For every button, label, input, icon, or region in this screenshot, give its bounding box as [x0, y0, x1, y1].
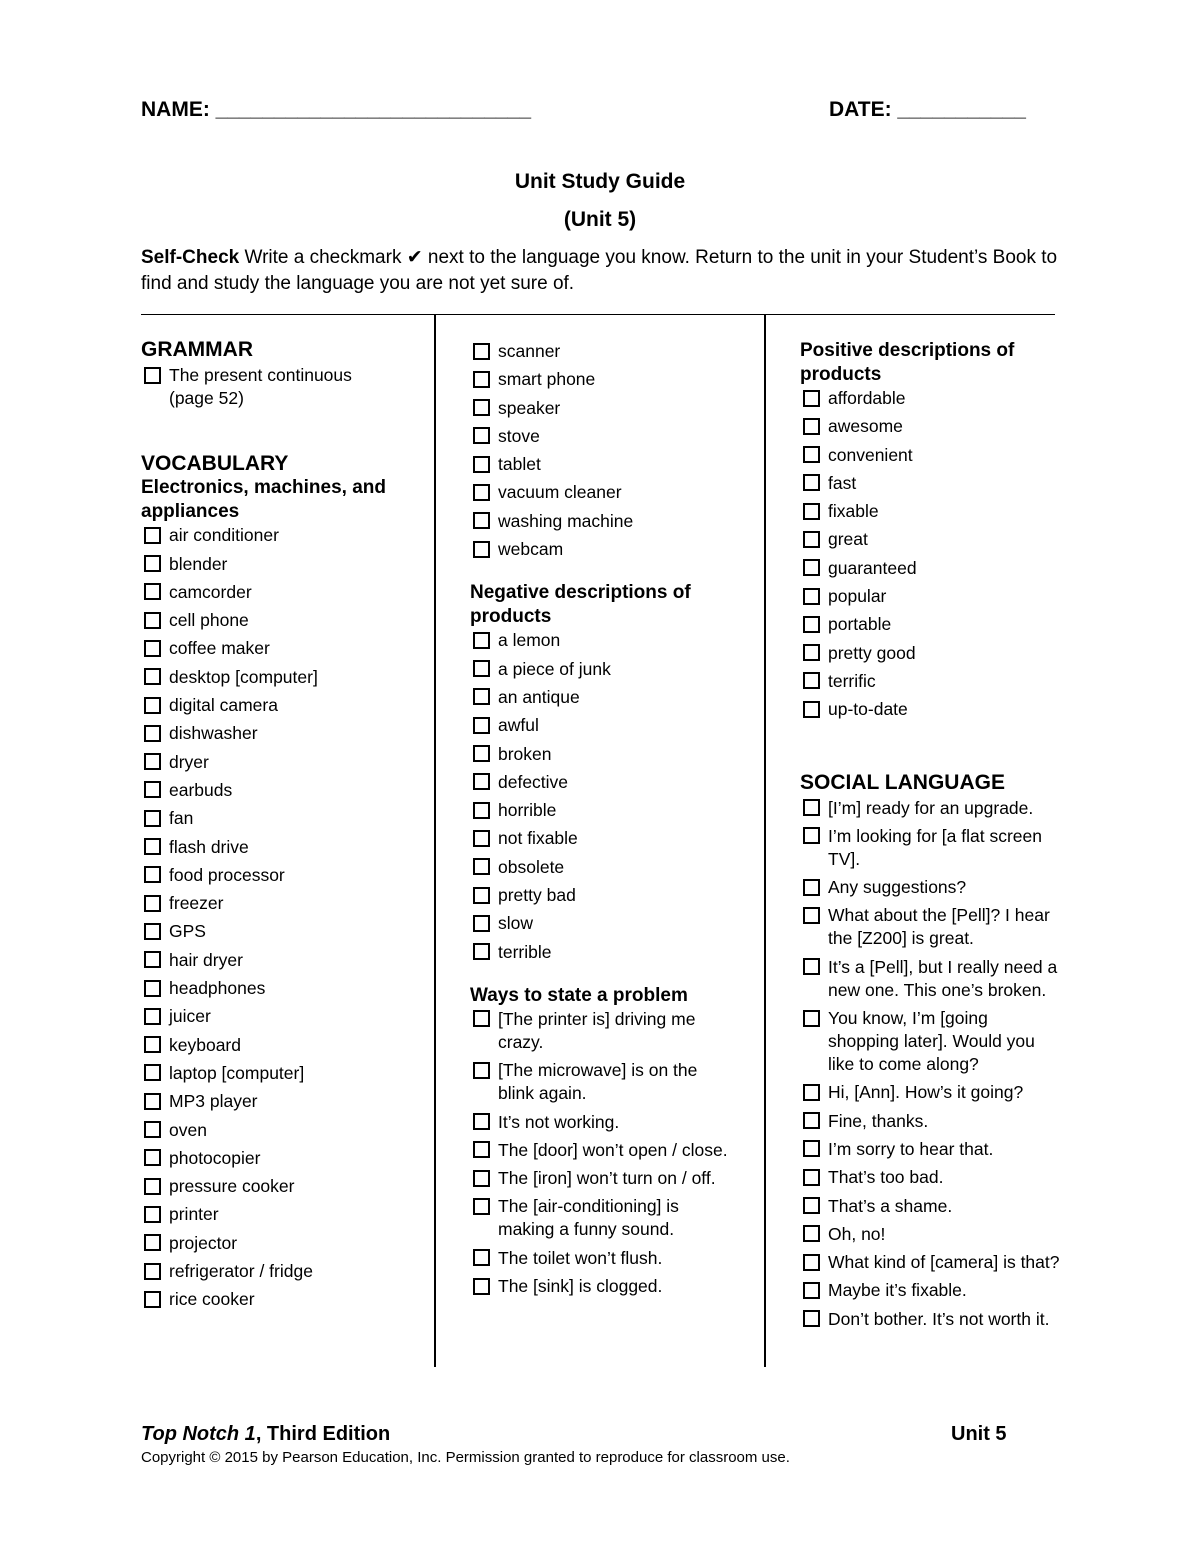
- checklist-item: [800, 1138, 1062, 1161]
- item-label: oven: [169, 1119, 207, 1140]
- item-label: [I’m] ready for an upgrade.: [828, 797, 1034, 818]
- checkbox[interactable]: [473, 371, 490, 388]
- column-3: [800, 339, 1100, 1336]
- checkbox[interactable]: [473, 632, 490, 649]
- checkbox[interactable]: [144, 781, 161, 798]
- checkbox[interactable]: [473, 887, 490, 904]
- checklist-item: [800, 1081, 1062, 1104]
- item-label: awesome: [828, 416, 903, 437]
- checkbox[interactable]: [144, 1093, 161, 1110]
- item-label: rice cooker: [169, 1289, 255, 1310]
- checklist-item: [141, 1288, 426, 1311]
- checklist-item: [470, 481, 755, 504]
- negative-list: [470, 629, 755, 963]
- checklist-item: [800, 956, 1062, 1002]
- item-label: desktop [computer]: [169, 666, 318, 687]
- checklist-item: [470, 1275, 732, 1298]
- item-label: What kind of [camera] is that?: [828, 1252, 1060, 1273]
- checkbox[interactable]: [473, 802, 490, 819]
- checkbox[interactable]: [803, 1254, 820, 1271]
- checklist-item: [470, 397, 755, 420]
- item-label: portable: [828, 614, 892, 635]
- item-label: headphones: [169, 978, 266, 999]
- checklist-item: [141, 637, 426, 660]
- checklist-item: [141, 1119, 426, 1142]
- checklist-item: [800, 876, 1062, 899]
- checkbox[interactable]: [144, 1178, 161, 1195]
- checklist-item: [470, 425, 755, 448]
- item-label: dryer: [169, 751, 209, 772]
- checkbox[interactable]: [473, 541, 490, 558]
- checklist-item: [800, 472, 1100, 495]
- item-label: blender: [169, 553, 228, 574]
- item-label: The [air-conditioning] is making a funny sound.: [498, 1196, 679, 1240]
- checklist-item: [141, 1232, 426, 1255]
- problem-list: [470, 1008, 732, 1298]
- checkbox[interactable]: [473, 858, 490, 875]
- checklist-item: [141, 1260, 426, 1283]
- item-label: an antique: [498, 686, 580, 707]
- checklist-item: [800, 698, 1100, 721]
- checkbox[interactable]: [473, 427, 490, 444]
- checkbox[interactable]: [803, 644, 820, 661]
- checklist-item: [470, 743, 755, 766]
- checkbox[interactable]: [473, 1062, 490, 1079]
- item-label: freezer: [169, 893, 224, 914]
- checklist-item: [470, 629, 755, 652]
- item-label: Oh, no!: [828, 1223, 886, 1244]
- book-edition: , Third Edition: [255, 1423, 391, 1445]
- checklist-item: [141, 1034, 426, 1057]
- checkbox[interactable]: [803, 672, 820, 689]
- column-divider-1: [434, 315, 436, 1367]
- item-label: Don’t bother. It’s not worth it.: [828, 1308, 1050, 1329]
- checkbox[interactable]: [144, 1008, 161, 1025]
- checklist-item: [141, 949, 426, 972]
- positive-heading: Positive descriptions of products: [800, 340, 1015, 385]
- checklist-item: [470, 658, 755, 681]
- checkbox[interactable]: [144, 951, 161, 968]
- instructions-text: Write a checkmark ✔ next to the language you know. Return to the unit in your Student’s Book to find and study the language you are not yet sure of.: [141, 247, 1058, 294]
- checklist-item: [141, 807, 426, 830]
- checklist-item: [141, 892, 426, 915]
- checkbox[interactable]: [144, 640, 161, 657]
- checkbox[interactable]: [803, 958, 820, 975]
- item-label: That’s a shame.: [828, 1195, 953, 1216]
- checkbox[interactable]: [144, 1234, 161, 1251]
- item-label: pretty good: [828, 642, 916, 663]
- checkbox[interactable]: [803, 616, 820, 633]
- checklist-item: [800, 557, 1100, 580]
- item-label: awful: [498, 715, 539, 736]
- checklist-item: [470, 941, 755, 964]
- checkbox[interactable]: [473, 915, 490, 932]
- checklist-item: [470, 453, 755, 476]
- checklist-item: [141, 581, 426, 604]
- item-label: Hi, [Ann]. How’s it going?: [828, 1082, 1024, 1103]
- checkbox[interactable]: [473, 660, 490, 677]
- checkbox[interactable]: [803, 1169, 820, 1186]
- checklist-item: [141, 1005, 426, 1028]
- item-label: I’m looking for [a flat screen TV].: [828, 825, 1042, 869]
- item-label: photocopier: [169, 1147, 261, 1168]
- vocabulary-heading: VOCABULARY: [141, 452, 289, 476]
- checkbox[interactable]: [144, 838, 161, 855]
- footer-unit: Unit 5: [951, 1423, 1007, 1445]
- page-title: Unit Study Guide: [514, 170, 686, 193]
- item-label: digital camera: [169, 695, 278, 716]
- checklist-item: [470, 1167, 732, 1190]
- book-title: Top Notch 1: [141, 1423, 256, 1445]
- item-label: speaker: [498, 397, 561, 418]
- footer-book: [141, 1423, 390, 1446]
- checklist-item: [800, 1007, 1062, 1076]
- item-label: projector: [169, 1232, 238, 1253]
- checklist-item: [141, 364, 391, 410]
- checkbox[interactable]: [473, 1010, 490, 1027]
- checkbox[interactable]: [144, 367, 161, 384]
- checkbox[interactable]: [803, 1084, 820, 1101]
- checklist-item: [141, 524, 426, 547]
- item-label: fast: [828, 472, 857, 493]
- item-label: dishwasher: [169, 723, 258, 744]
- checklist-item: [141, 977, 426, 1000]
- checkbox[interactable]: [803, 1282, 820, 1299]
- vocabulary-list: [141, 524, 426, 1311]
- checklist-item: [141, 751, 426, 774]
- checklist-item: [470, 1008, 732, 1054]
- item-label: a piece of junk: [498, 658, 611, 679]
- checklist-item: [141, 553, 426, 576]
- checkbox[interactable]: [144, 668, 161, 685]
- name-field: NAME: ___________________________: [141, 98, 531, 121]
- date-field: DATE: ___________: [829, 98, 1026, 121]
- checklist-item: [470, 884, 755, 907]
- item-label: terrific: [828, 670, 876, 691]
- checklist-item: [800, 500, 1100, 523]
- item-label: It’s not working.: [498, 1111, 620, 1132]
- item-label: fan: [169, 808, 194, 829]
- checkbox[interactable]: [144, 980, 161, 997]
- checklist-item: [470, 340, 755, 363]
- checkbox[interactable]: [473, 1170, 490, 1187]
- item-label: great: [828, 529, 868, 550]
- checkbox[interactable]: [144, 1149, 161, 1166]
- item-label: What about the [Pell]? I hear the [Z200] is great.: [828, 905, 1050, 949]
- checkbox[interactable]: [473, 1198, 490, 1215]
- checkbox[interactable]: [473, 830, 490, 847]
- checklist-item: [141, 1147, 426, 1170]
- item-label: laptop [computer]: [169, 1062, 305, 1083]
- checkbox[interactable]: [144, 923, 161, 940]
- checkbox[interactable]: [473, 343, 490, 360]
- checkbox[interactable]: [144, 753, 161, 770]
- checkbox[interactable]: [473, 745, 490, 762]
- checklist-item: [800, 528, 1100, 551]
- checkbox[interactable]: [144, 810, 161, 827]
- checklist-item: [800, 1166, 1062, 1189]
- checkbox[interactable]: [144, 1121, 161, 1138]
- item-label: terrible: [498, 941, 552, 962]
- checklist-item: [470, 912, 755, 935]
- checklist-item: [800, 415, 1100, 438]
- item-label: washing machine: [498, 510, 634, 531]
- checkbox[interactable]: [144, 1036, 161, 1053]
- page-subtitle: (Unit 5): [563, 208, 637, 231]
- item-label: horrible: [498, 800, 557, 821]
- checklist-item: [800, 585, 1100, 608]
- checkbox[interactable]: [803, 418, 820, 435]
- checkbox[interactable]: [803, 827, 820, 844]
- item-label: fixable: [828, 501, 879, 522]
- checkbox[interactable]: [473, 484, 490, 501]
- checkbox[interactable]: [803, 1112, 820, 1129]
- checkbox[interactable]: [144, 527, 161, 544]
- checklist-item: [470, 856, 755, 879]
- checklist-item: [141, 609, 426, 632]
- checklist-item: [470, 686, 755, 709]
- item-label: I’m sorry to hear that.: [828, 1138, 994, 1159]
- item-label: popular: [828, 586, 887, 607]
- item-label: flash drive: [169, 836, 249, 857]
- social-language-heading: SOCIAL LANGUAGE: [800, 770, 1005, 794]
- item-label: air conditioner: [169, 525, 279, 546]
- item-label: pressure cooker: [169, 1176, 295, 1197]
- checklist-item: [141, 836, 426, 859]
- checklist-item: [800, 387, 1100, 410]
- item-label: camcorder: [169, 581, 252, 602]
- item-label: It’s a [Pell], but I really need a new one. This one’s broken.: [828, 956, 1058, 1000]
- checkbox[interactable]: [803, 1140, 820, 1157]
- checkbox[interactable]: [473, 1113, 490, 1130]
- checkbox[interactable]: [144, 895, 161, 912]
- item-label: scanner: [498, 341, 561, 361]
- checkbox[interactable]: [144, 1206, 161, 1223]
- item-label: GPS: [169, 921, 206, 942]
- checkbox[interactable]: [803, 907, 820, 924]
- positive-list: [800, 387, 1100, 721]
- checklist-item: [141, 864, 426, 887]
- checklist-item: [800, 670, 1100, 693]
- instructions-label: Self-Check: [141, 247, 240, 268]
- item-label: obsolete: [498, 856, 565, 877]
- item-label: juicer: [169, 1006, 211, 1027]
- checklist-item: [470, 538, 755, 561]
- checklist-item: [800, 1279, 1062, 1302]
- item-label: The [door] won’t open / close.: [498, 1139, 728, 1160]
- checkbox[interactable]: [803, 1225, 820, 1242]
- checklist-item: [141, 694, 426, 717]
- item-label: earbuds: [169, 779, 233, 800]
- checklist-item: [470, 771, 755, 794]
- checklist-item: [800, 1110, 1062, 1133]
- negative-heading: Negative descriptions of products: [470, 582, 691, 628]
- checkbox[interactable]: [144, 1263, 161, 1280]
- checklist-item: [470, 1111, 732, 1134]
- column-divider-2: [764, 315, 766, 1367]
- checklist-item: [470, 714, 755, 737]
- copyright-text: Copyright © 2015 by Pearson Education, Inc. Permission granted to reproduce for classroom use.: [141, 1449, 790, 1466]
- checklist-item: [470, 1139, 732, 1162]
- item-label: affordable: [828, 388, 906, 408]
- checkbox[interactable]: [144, 583, 161, 600]
- checklist-item: [470, 799, 755, 822]
- item-label: guaranteed: [828, 557, 917, 578]
- social-language-list: [800, 797, 1062, 1331]
- item-label: convenient: [828, 444, 913, 465]
- vocabulary-subheading: Electronics, machines, and appliances: [141, 477, 386, 523]
- checkbox[interactable]: [803, 701, 820, 718]
- checkbox[interactable]: [144, 555, 161, 572]
- checkbox[interactable]: [473, 456, 490, 473]
- item-label: Fine, thanks.: [828, 1110, 929, 1131]
- checklist-item: [141, 920, 426, 943]
- item-label: tablet: [498, 454, 541, 475]
- checklist-item: [800, 825, 1062, 871]
- checklist-item: [470, 368, 755, 391]
- checkbox[interactable]: [473, 1249, 490, 1266]
- checkbox[interactable]: [803, 474, 820, 491]
- checkbox[interactable]: [803, 559, 820, 576]
- item-label: Maybe it’s fixable.: [828, 1280, 967, 1301]
- item-label: hair dryer: [169, 949, 243, 970]
- checklist-item: [141, 666, 426, 689]
- checkbox[interactable]: [473, 1141, 490, 1158]
- checklist-item: [800, 904, 1062, 950]
- checkbox[interactable]: [144, 612, 161, 629]
- item-label: cell phone: [169, 610, 249, 631]
- checklist-item: [141, 1062, 426, 1085]
- item-label: printer: [169, 1204, 219, 1225]
- checklist-item: [800, 797, 1062, 820]
- checkbox[interactable]: [144, 1291, 161, 1308]
- checklist-item: [470, 510, 755, 533]
- item-label: Any suggestions?: [828, 877, 967, 898]
- checkbox[interactable]: [473, 943, 490, 960]
- item-label: broken: [498, 743, 552, 764]
- item-label: coffee maker: [169, 638, 270, 659]
- checkbox[interactable]: [803, 1010, 820, 1027]
- item-label: The present continuous (page 52): [169, 365, 352, 408]
- checkbox[interactable]: [803, 531, 820, 548]
- checkbox[interactable]: [473, 512, 490, 529]
- checklist-item: [141, 722, 426, 745]
- checkbox[interactable]: [803, 799, 820, 816]
- instructions: [141, 245, 1061, 297]
- checkbox[interactable]: [144, 866, 161, 883]
- item-label: not fixable: [498, 828, 578, 849]
- checklist-item: [800, 1223, 1062, 1246]
- column-2: [470, 340, 755, 1303]
- item-label: food processor: [169, 864, 285, 885]
- item-label: MP3 player: [169, 1091, 258, 1112]
- item-label: up-to-date: [828, 699, 908, 720]
- checkbox[interactable]: [803, 1310, 820, 1327]
- checkbox[interactable]: [803, 390, 820, 407]
- checklist-item: [141, 1203, 426, 1226]
- item-label: defective: [498, 771, 569, 792]
- checkbox[interactable]: [803, 503, 820, 520]
- item-label: The toilet won’t flush.: [498, 1247, 663, 1268]
- divider-line: [141, 314, 1055, 315]
- checkbox[interactable]: [803, 879, 820, 896]
- checklist-item: [141, 1175, 426, 1198]
- item-label: slow: [498, 913, 534, 934]
- checklist-item: [800, 1195, 1062, 1218]
- checklist-item: [470, 1059, 732, 1105]
- item-label: The [sink] is clogged.: [498, 1276, 663, 1297]
- checkbox[interactable]: [473, 1278, 490, 1295]
- item-label: That’s too bad.: [828, 1167, 944, 1188]
- item-label: vacuum cleaner: [498, 482, 622, 503]
- checklist-item: [470, 827, 755, 850]
- checkbox[interactable]: [144, 697, 161, 714]
- item-label: smart phone: [498, 369, 596, 390]
- checklist-item: [470, 1195, 732, 1241]
- checklist-item: [800, 1251, 1062, 1274]
- item-label: webcam: [498, 539, 564, 560]
- checkbox[interactable]: [803, 588, 820, 605]
- item-label: The [iron] won’t turn on / off.: [498, 1168, 716, 1189]
- checkbox[interactable]: [473, 399, 490, 416]
- checklist-item: [800, 1308, 1062, 1331]
- vocabulary-list-continued: [470, 340, 755, 561]
- grammar-heading: GRAMMAR: [141, 338, 253, 361]
- item-label: stove: [498, 425, 540, 446]
- checklist-item: [141, 1090, 426, 1113]
- checkbox[interactable]: [473, 717, 490, 734]
- item-label: [The microwave] is on the blink again.: [498, 1060, 698, 1104]
- checklist-item: [800, 613, 1100, 636]
- item-label: pretty bad: [498, 885, 576, 906]
- checkbox[interactable]: [473, 773, 490, 790]
- item-label: refrigerator / fridge: [169, 1261, 313, 1282]
- grammar-list: [141, 364, 391, 410]
- checklist-item: [800, 444, 1100, 467]
- checklist-item: [800, 642, 1100, 665]
- checklist-item: [470, 1247, 732, 1270]
- item-label: [The printer is] driving me crazy.: [498, 1008, 696, 1052]
- item-label: a lemon: [498, 630, 561, 651]
- checkbox[interactable]: [803, 1197, 820, 1214]
- item-label: keyboard: [169, 1034, 241, 1055]
- checkbox[interactable]: [144, 725, 161, 742]
- problem-heading: Ways to state a problem: [470, 984, 688, 1006]
- item-label: You know, I’m [going shopping later]. Would you like to come along?: [828, 1008, 1035, 1075]
- checkbox[interactable]: [144, 1064, 161, 1081]
- checkbox[interactable]: [803, 446, 820, 463]
- checklist-item: [141, 779, 426, 802]
- column-1: [141, 336, 426, 1317]
- checkbox[interactable]: [473, 688, 490, 705]
